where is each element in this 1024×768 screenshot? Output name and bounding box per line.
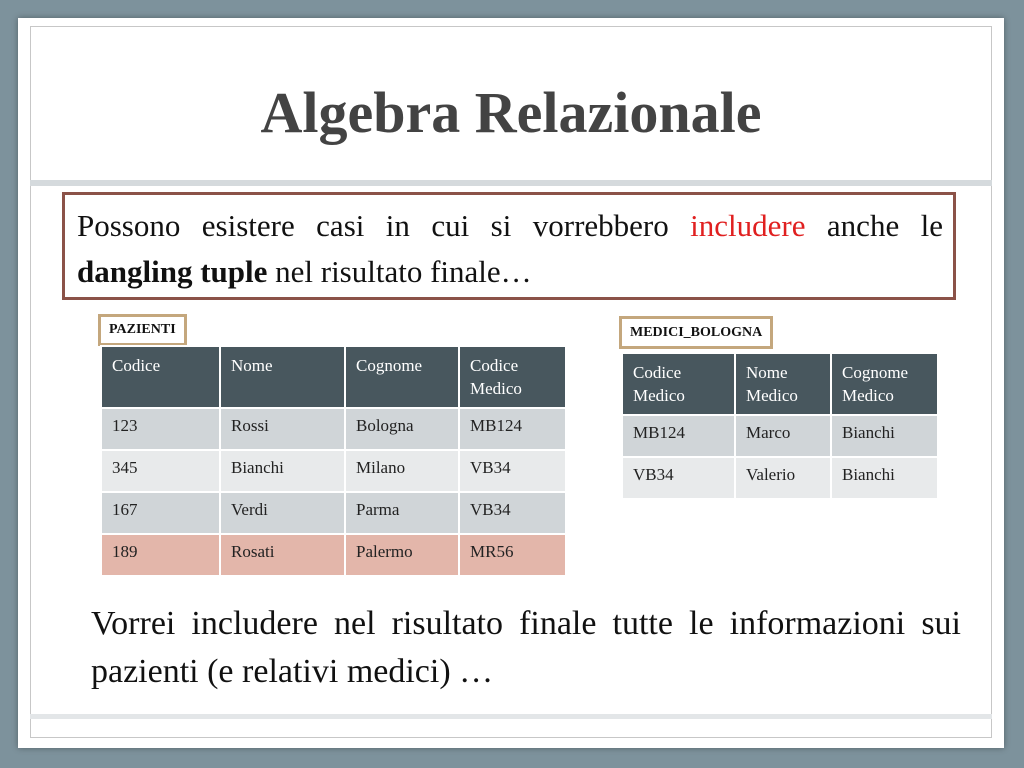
table-row xyxy=(622,457,938,499)
pazienti-table xyxy=(100,345,567,577)
column-header: Nome Medico xyxy=(735,353,831,415)
table-cell: Rosati xyxy=(220,534,345,576)
table-cell: Milano xyxy=(345,450,459,492)
column-header: Cognome xyxy=(345,346,459,408)
title-divider xyxy=(30,180,992,186)
callout-bold: dangling tuple xyxy=(77,254,268,289)
column-header: Codice Medico xyxy=(622,353,735,415)
medici-table xyxy=(621,352,939,500)
callout-text-2: anche le xyxy=(805,208,944,243)
table-cell: Marco xyxy=(735,415,831,457)
table-cell: 189 xyxy=(101,534,220,576)
table-header-row xyxy=(622,353,938,415)
column-header: Codice xyxy=(101,346,220,408)
table-cell: VB34 xyxy=(459,450,566,492)
bottom-paragraph: Vorrei includere nel risultato finale tutte le informazioni sui pazienti (e relativi medici) … xyxy=(91,605,961,690)
callout-text-3: nel risultato finale… xyxy=(267,254,532,289)
table-cell: Rossi xyxy=(220,408,345,450)
table-header-row xyxy=(101,346,566,408)
table-cell: 123 xyxy=(101,408,220,450)
column-header: Codice Medico xyxy=(459,346,566,408)
column-header: Cognome Medico xyxy=(831,353,938,415)
table-row xyxy=(622,415,938,457)
table-row-highlighted xyxy=(101,534,566,576)
table-cell: Bologna xyxy=(345,408,459,450)
table-cell: Bianchi xyxy=(831,457,938,499)
pazienti-label: PAZIENTI xyxy=(98,314,187,346)
table-cell: MB124 xyxy=(459,408,566,450)
table-cell: Bianchi xyxy=(220,450,345,492)
table-cell: 167 xyxy=(101,492,220,534)
table-cell: VB34 xyxy=(459,492,566,534)
column-header: Nome xyxy=(220,346,345,408)
table-cell: Bianchi xyxy=(831,415,938,457)
table-cell: VB34 xyxy=(622,457,735,499)
slide-title: Algebra Relazionale xyxy=(260,80,762,145)
table-cell: MR56 xyxy=(459,534,566,576)
table-cell: MB124 xyxy=(622,415,735,457)
table-row xyxy=(101,492,566,534)
table-cell: Parma xyxy=(345,492,459,534)
slide xyxy=(18,18,1004,748)
table-row xyxy=(101,408,566,450)
callout-box xyxy=(62,192,956,300)
table-row xyxy=(101,450,566,492)
table-cell: Valerio xyxy=(735,457,831,499)
footer-divider xyxy=(30,714,992,719)
callout-highlight: includere xyxy=(690,208,806,243)
callout-text-1: Possono esistere casi in cui si vorrebbero xyxy=(77,208,691,243)
medici-label: MEDICI_BOLOGNA xyxy=(619,316,773,349)
table-cell: Palermo xyxy=(345,534,459,576)
table-cell: 345 xyxy=(101,450,220,492)
table-cell: Verdi xyxy=(220,492,345,534)
